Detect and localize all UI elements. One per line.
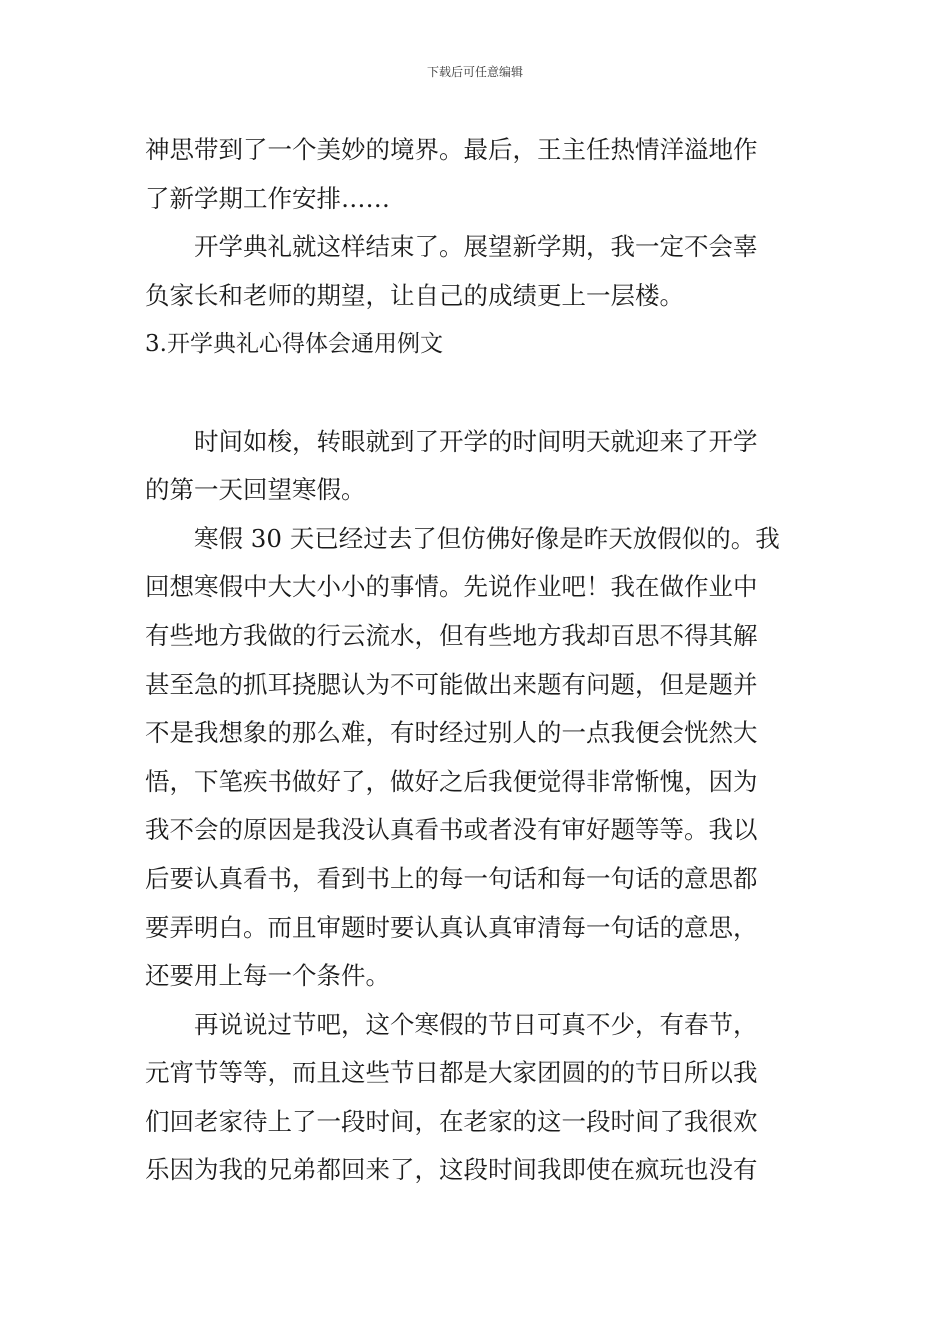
- paragraph-holidays: 再说说过节吧，这个寒假的节日可真不少，有春节， 元宵节等等，而且这些节日都是大家团圆的的节日所以我 们回老家待上了一段时间，在老家的这一段时间了我很欢 乐因为我的兄弟都回来了，这段时间我即使在疯玩也没有: [145, 1009, 758, 1185]
- section-heading: 3.开学典礼心得体会通用例文: [145, 331, 443, 358]
- page-header: 下载后可任意编辑: [426, 65, 523, 79]
- paragraph-conclusion: 开学典礼就这样结束了。展望新学期，我一定不会辜 负家长和老师的期望，让自己的成绩更上一层楼。: [145, 232, 758, 310]
- paragraph-intro: 时间如梭，转眼就到了开学的时间明天就迎来了开学 的第一天回望寒假。: [145, 426, 758, 505]
- blank-line: [145, 369, 810, 418]
- paragraph-continued: 神思带到了一个美妙的境界。最后，王主任热情洋溢地作 了新学期工作安排……: [145, 135, 758, 213]
- document-body: [145, 126, 810, 1195]
- paragraph-homework: 寒假 30 天已经过去了但仿佛好像是昨天放假似的。我 回想寒假中大大小小的事情。先说作业吧！我在做作业中 有些地方我做的行云流水，但有些地方我却百思不得其解 甚至急的抓耳挠腮认为不可能做出来题有问题，但是题并 不是我想象的那么难，有时经过别人的一点我便会恍然大 悟，下笔疾书做好了，做好之后我便觉得非常惭愧，因为 我不会的原因是我没认真看书或者没有审好题等等。我以 后要认真看书，看到书上的每一句话和每一句话的意思都 要弄明白。而且审题时要认真认真审清每一句话的意思， 还要用上每一个条件。: [145, 523, 780, 991]
